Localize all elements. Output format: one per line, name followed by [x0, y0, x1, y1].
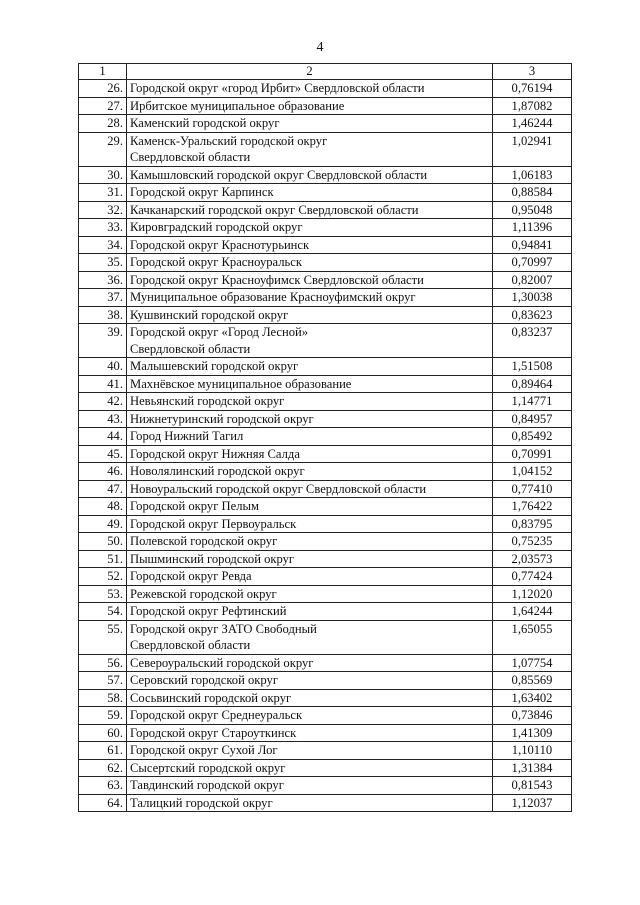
- coefficient-value: 0,95048: [493, 201, 572, 219]
- coefficient-value: 0,88584: [493, 184, 572, 202]
- table-body: [79, 80, 572, 812]
- row-number: 35.: [79, 254, 127, 272]
- municipality-name: Режевской городской округ: [127, 585, 493, 603]
- row-number: 52.: [79, 568, 127, 586]
- municipality-name: Ирбитское муниципальное образование: [127, 97, 493, 115]
- table-row: [79, 654, 572, 672]
- header-row: [79, 64, 572, 80]
- row-number: 34.: [79, 236, 127, 254]
- row-number: 32.: [79, 201, 127, 219]
- row-number: 36.: [79, 271, 127, 289]
- table-row: [79, 428, 572, 446]
- table-row: [79, 620, 572, 654]
- municipality-name: Муниципальное образование Красноуфимский округ: [127, 289, 493, 307]
- row-number: 64.: [79, 794, 127, 812]
- row-number: 40.: [79, 358, 127, 376]
- table-row: [79, 533, 572, 551]
- table-row: [79, 289, 572, 307]
- municipality-name: Североуральский городской округ: [127, 654, 493, 672]
- coefficient-value: 1,87082: [493, 97, 572, 115]
- coefficient-value: 0,73846: [493, 707, 572, 725]
- coefficient-value: 0,82007: [493, 271, 572, 289]
- coefficient-value: 1,46244: [493, 115, 572, 133]
- row-number: 26.: [79, 80, 127, 98]
- row-number: 33.: [79, 219, 127, 237]
- municipality-name: Малышевский городской округ: [127, 358, 493, 376]
- coefficient-value: 0,70991: [493, 445, 572, 463]
- row-number: 38.: [79, 306, 127, 324]
- row-number: 37.: [79, 289, 127, 307]
- coefficient-value: 1,63402: [493, 689, 572, 707]
- municipality-name: Городской округ Красноуфимск Свердловской области: [127, 271, 493, 289]
- table-row: [79, 80, 572, 98]
- table-row: [79, 707, 572, 725]
- table-row: [79, 742, 572, 760]
- coefficient-value: 1,76422: [493, 498, 572, 516]
- municipality-name: Городской округ Староуткинск: [127, 724, 493, 742]
- municipality-name: Пышминский городской округ: [127, 550, 493, 568]
- table-row: [79, 219, 572, 237]
- header-col-2: 2: [127, 64, 493, 80]
- municipality-name: Новолялинский городской округ: [127, 463, 493, 481]
- coefficient-value: 0,94841: [493, 236, 572, 254]
- municipality-name: Талицкий городской округ: [127, 794, 493, 812]
- row-number: 48.: [79, 498, 127, 516]
- municipality-name: Городской округ Краснотурьинск: [127, 236, 493, 254]
- table-row: [79, 97, 572, 115]
- coefficients-table: [78, 63, 572, 812]
- municipality-name: Городской округ Среднеуральск: [127, 707, 493, 725]
- row-number: 45.: [79, 445, 127, 463]
- row-number: 30.: [79, 166, 127, 184]
- coefficient-value: 0,75235: [493, 533, 572, 551]
- municipality-name: Городской округ Сухой Лог: [127, 742, 493, 760]
- coefficient-value: 1,12037: [493, 794, 572, 812]
- coefficient-value: 1,07754: [493, 654, 572, 672]
- table-row: [79, 166, 572, 184]
- table-header: [79, 64, 572, 80]
- coefficient-value: 1,10110: [493, 742, 572, 760]
- table-row: [79, 777, 572, 795]
- page-number: 4: [316, 40, 324, 55]
- table-row: [79, 515, 572, 533]
- coefficient-value: 0,70997: [493, 254, 572, 272]
- row-number: 27.: [79, 97, 127, 115]
- row-number: 63.: [79, 777, 127, 795]
- table-row: [79, 689, 572, 707]
- row-number: 58.: [79, 689, 127, 707]
- table-row: [79, 132, 572, 166]
- row-number: 59.: [79, 707, 127, 725]
- municipality-name: Городской округ Рефтинский: [127, 603, 493, 621]
- municipality-name: Кировградский городской округ: [127, 219, 493, 237]
- municipality-name: Полевской городской округ: [127, 533, 493, 551]
- coefficient-value: 2,03573: [493, 550, 572, 568]
- table-row: [79, 201, 572, 219]
- coefficient-value: 0,84957: [493, 410, 572, 428]
- coefficient-value: 1,12020: [493, 585, 572, 603]
- coefficient-value: 0,81543: [493, 777, 572, 795]
- table-row: [79, 445, 572, 463]
- row-number: 41.: [79, 375, 127, 393]
- table-row: [79, 759, 572, 777]
- municipality-name: Городской округ Пелым: [127, 498, 493, 516]
- table-row: [79, 480, 572, 498]
- table-row: [79, 585, 572, 603]
- coefficient-value: 1,31384: [493, 759, 572, 777]
- municipality-name: Тавдинский городской округ: [127, 777, 493, 795]
- coefficient-value: 0,76194: [493, 80, 572, 98]
- table-row: [79, 794, 572, 812]
- row-number: 57.: [79, 672, 127, 690]
- coefficient-value: 1,41309: [493, 724, 572, 742]
- row-number: 47.: [79, 480, 127, 498]
- table-row: [79, 375, 572, 393]
- table-row: [79, 358, 572, 376]
- table-row: [79, 306, 572, 324]
- row-number: 43.: [79, 410, 127, 428]
- coefficient-value: 0,83237: [493, 324, 572, 358]
- header-col-3: 3: [493, 64, 572, 80]
- row-number: 51.: [79, 550, 127, 568]
- row-number: 31.: [79, 184, 127, 202]
- coefficient-value: 0,85569: [493, 672, 572, 690]
- row-number: 55.: [79, 620, 127, 654]
- table-row: [79, 254, 572, 272]
- coefficient-value: 0,83623: [493, 306, 572, 324]
- row-number: 56.: [79, 654, 127, 672]
- municipality-name: Серовский городской округ: [127, 672, 493, 690]
- table-row: [79, 463, 572, 481]
- table-row: [79, 410, 572, 428]
- row-number: 62.: [79, 759, 127, 777]
- row-number: 44.: [79, 428, 127, 446]
- municipality-name: Город Нижний Тагил: [127, 428, 493, 446]
- table-row: [79, 271, 572, 289]
- coefficient-value: 1,14771: [493, 393, 572, 411]
- municipality-name: Качканарский городской округ Свердловской области: [127, 201, 493, 219]
- coefficient-value: 1,30038: [493, 289, 572, 307]
- municipality-name: Сысертский городской округ: [127, 759, 493, 777]
- coefficient-value: 0,85492: [493, 428, 572, 446]
- table-row: [79, 498, 572, 516]
- coefficient-value: 1,04152: [493, 463, 572, 481]
- coefficient-value: 1,11396: [493, 219, 572, 237]
- municipality-name: Новоуральский городской округ Свердловской области: [127, 480, 493, 498]
- municipality-name: Камышловский городской округ Свердловской области: [127, 166, 493, 184]
- municipality-name: Кушвинский городской округ: [127, 306, 493, 324]
- row-number: 29.: [79, 132, 127, 166]
- municipality-name: Городской округ Красноуральск: [127, 254, 493, 272]
- coefficient-value: 1,06183: [493, 166, 572, 184]
- table-row: [79, 115, 572, 133]
- table-row: [79, 184, 572, 202]
- coefficient-value: 1,64244: [493, 603, 572, 621]
- municipality-name: Городской округ Нижняя Салда: [127, 445, 493, 463]
- municipality-name: Городской округ Первоуральск: [127, 515, 493, 533]
- table-row: [79, 324, 572, 358]
- coefficient-value: 1,65055: [493, 620, 572, 654]
- municipality-name: Городской округ Ревда: [127, 568, 493, 586]
- municipality-name: Невьянский городской округ: [127, 393, 493, 411]
- coefficient-value: 0,89464: [493, 375, 572, 393]
- municipality-name: Городской округ «город Ирбит» Свердловской области: [127, 80, 493, 98]
- header-col-1: 1: [79, 64, 127, 80]
- table-row: [79, 236, 572, 254]
- coefficient-value: 1,51508: [493, 358, 572, 376]
- municipality-name: Городской округ ЗАТО Свободный Свердловской области: [127, 620, 493, 654]
- row-number: 46.: [79, 463, 127, 481]
- coefficient-value: 1,02941: [493, 132, 572, 166]
- row-number: 54.: [79, 603, 127, 621]
- row-number: 50.: [79, 533, 127, 551]
- municipality-name: Сосьвинский городской округ: [127, 689, 493, 707]
- coefficient-value: 0,77410: [493, 480, 572, 498]
- row-number: 49.: [79, 515, 127, 533]
- row-number: 28.: [79, 115, 127, 133]
- coefficient-value: 0,83795: [493, 515, 572, 533]
- row-number: 53.: [79, 585, 127, 603]
- municipality-name: Городской округ Карпинск: [127, 184, 493, 202]
- row-number: 42.: [79, 393, 127, 411]
- table-row: [79, 672, 572, 690]
- municipality-name: Нижнетуринский городской округ: [127, 410, 493, 428]
- row-number: 39.: [79, 324, 127, 358]
- municipality-name: Каменск-Уральский городской округ Свердловской области: [127, 132, 493, 166]
- municipality-name: Махнёвское муниципальное образование: [127, 375, 493, 393]
- table-row: [79, 393, 572, 411]
- coefficient-value: 0,77424: [493, 568, 572, 586]
- row-number: 60.: [79, 724, 127, 742]
- municipality-name: Городской округ «Город Лесной» Свердловской области: [127, 324, 493, 358]
- row-number: 61.: [79, 742, 127, 760]
- table-row: [79, 550, 572, 568]
- table-row: [79, 603, 572, 621]
- municipality-name: Каменский городской округ: [127, 115, 493, 133]
- table-row: [79, 724, 572, 742]
- table-row: [79, 568, 572, 586]
